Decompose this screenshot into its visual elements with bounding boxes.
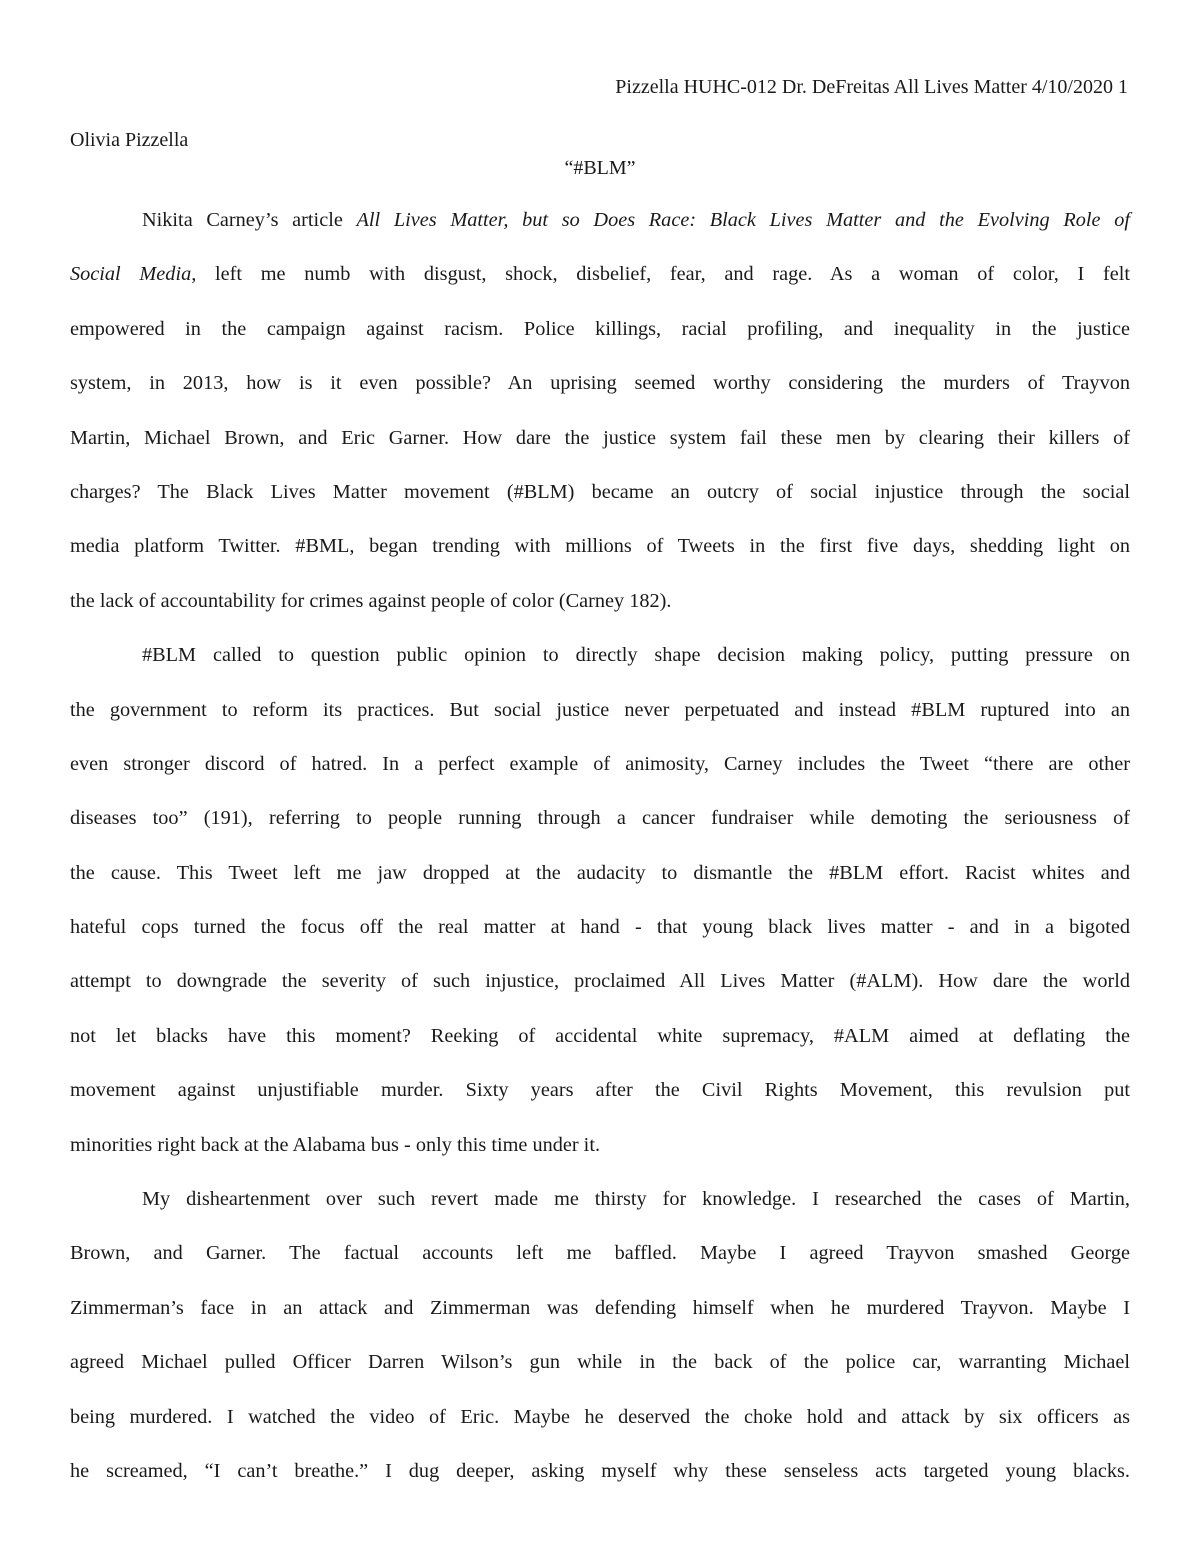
- body-line: the cause. This Tweet left me jaw dropped at the audacity to dismantle the #BLM effort. Racist whites and: [70, 861, 1130, 884]
- body-line: agreed Michael pulled Officer Darren Wilson’s gun while in the back of the police car, warranting Michael: [70, 1351, 1130, 1374]
- essay-title: “#BLM”: [564, 157, 636, 179]
- body-line: charges? The Black Lives Matter movement (#BLM) became an outcry of social injustice through the social: [70, 480, 1130, 503]
- running-header: Pizzella HUHC-012 Dr. DeFreitas All Lives Matter 4/10/2020 1: [615, 76, 1128, 98]
- body-line: the lack of accountability for crimes against people of color (Carney 182).: [70, 589, 672, 612]
- body-line: #BLM called to question public opinion to directly shape decision making policy, putting pressure on: [142, 644, 1130, 667]
- body-line: minorities right back at the Alabama bus - only this time under it.: [70, 1133, 601, 1156]
- body-line: even stronger discord of hatred. In a perfect example of animosity, Carney includes the Tweet “there are other: [70, 752, 1130, 775]
- body-line: Martin, Michael Brown, and Eric Garner. How dare the justice system fail these men by clearing their killers of: [70, 426, 1130, 449]
- body-line: Zimmerman’s face in an attack and Zimmerman was defending himself when he murdered Trayvon. Maybe I: [70, 1296, 1130, 1319]
- author-name: Olivia Pizzella: [70, 129, 189, 151]
- body-text-span: left me numb with disgust, shock, disbelief, fear, and rage. As a woman of color, I felt: [196, 263, 1130, 286]
- body-line: attempt to downgrade the severity of such injustice, proclaimed All Lives Matter (#ALM). How dare the world: [70, 970, 1130, 993]
- body-line: [70, 203, 1130, 257]
- article-title-italic: All Lives Matter, but so Does Race: Black Lives Matter and the Evolving Role of: [356, 209, 1130, 231]
- body-line: hateful cops turned the focus off the real matter at hand - that young black lives matter - and in a bigoted: [70, 916, 1130, 939]
- body-line: media platform Twitter. #BML, began trending with millions of Tweets in the first five days, shedding light on: [70, 535, 1130, 558]
- body-line: movement against unjustifiable murder. Sixty years after the Civil Rights Movement, this revulsion put: [70, 1079, 1130, 1102]
- body-line: Brown, and Garner. The factual accounts left me baffled. Maybe I agreed Trayvon smashed George: [70, 1242, 1130, 1265]
- body-line: not let blacks have this moment? Reeking of accidental white supremacy, #ALM aimed at deflating the: [70, 1024, 1130, 1047]
- article-title-italic: Social Media,: [70, 263, 197, 286]
- body-text-span: Nikita Carney’s article: [142, 209, 357, 231]
- body-line: diseases too” (191), referring to people running through a cancer fundraiser while demoting the seriousness of: [70, 807, 1130, 830]
- body-line: being murdered. I watched the video of Eric. Maybe he deserved the choke hold and attack by six officers as: [70, 1405, 1130, 1428]
- body-line: system, in 2013, how is it even possible? An uprising seemed worthy considering the murders of Trayvon: [70, 372, 1130, 395]
- body-line: the government to reform its practices. But social justice never perpetuated and instead #BLM ruptured into an: [70, 698, 1130, 721]
- body-line: empowered in the campaign against racism. Police killings, racial profiling, and inequality in the justice: [70, 317, 1130, 340]
- essay-body: [70, 203, 1130, 1508]
- body-line: [70, 257, 1130, 311]
- body-line: he screamed, “I can’t breathe.” I dug deeper, asking myself why these senseless acts targeted young blacks.: [70, 1459, 1130, 1482]
- body-line: My disheartenment over such revert made me thirsty for knowledge. I researched the cases of Martin,: [142, 1188, 1130, 1211]
